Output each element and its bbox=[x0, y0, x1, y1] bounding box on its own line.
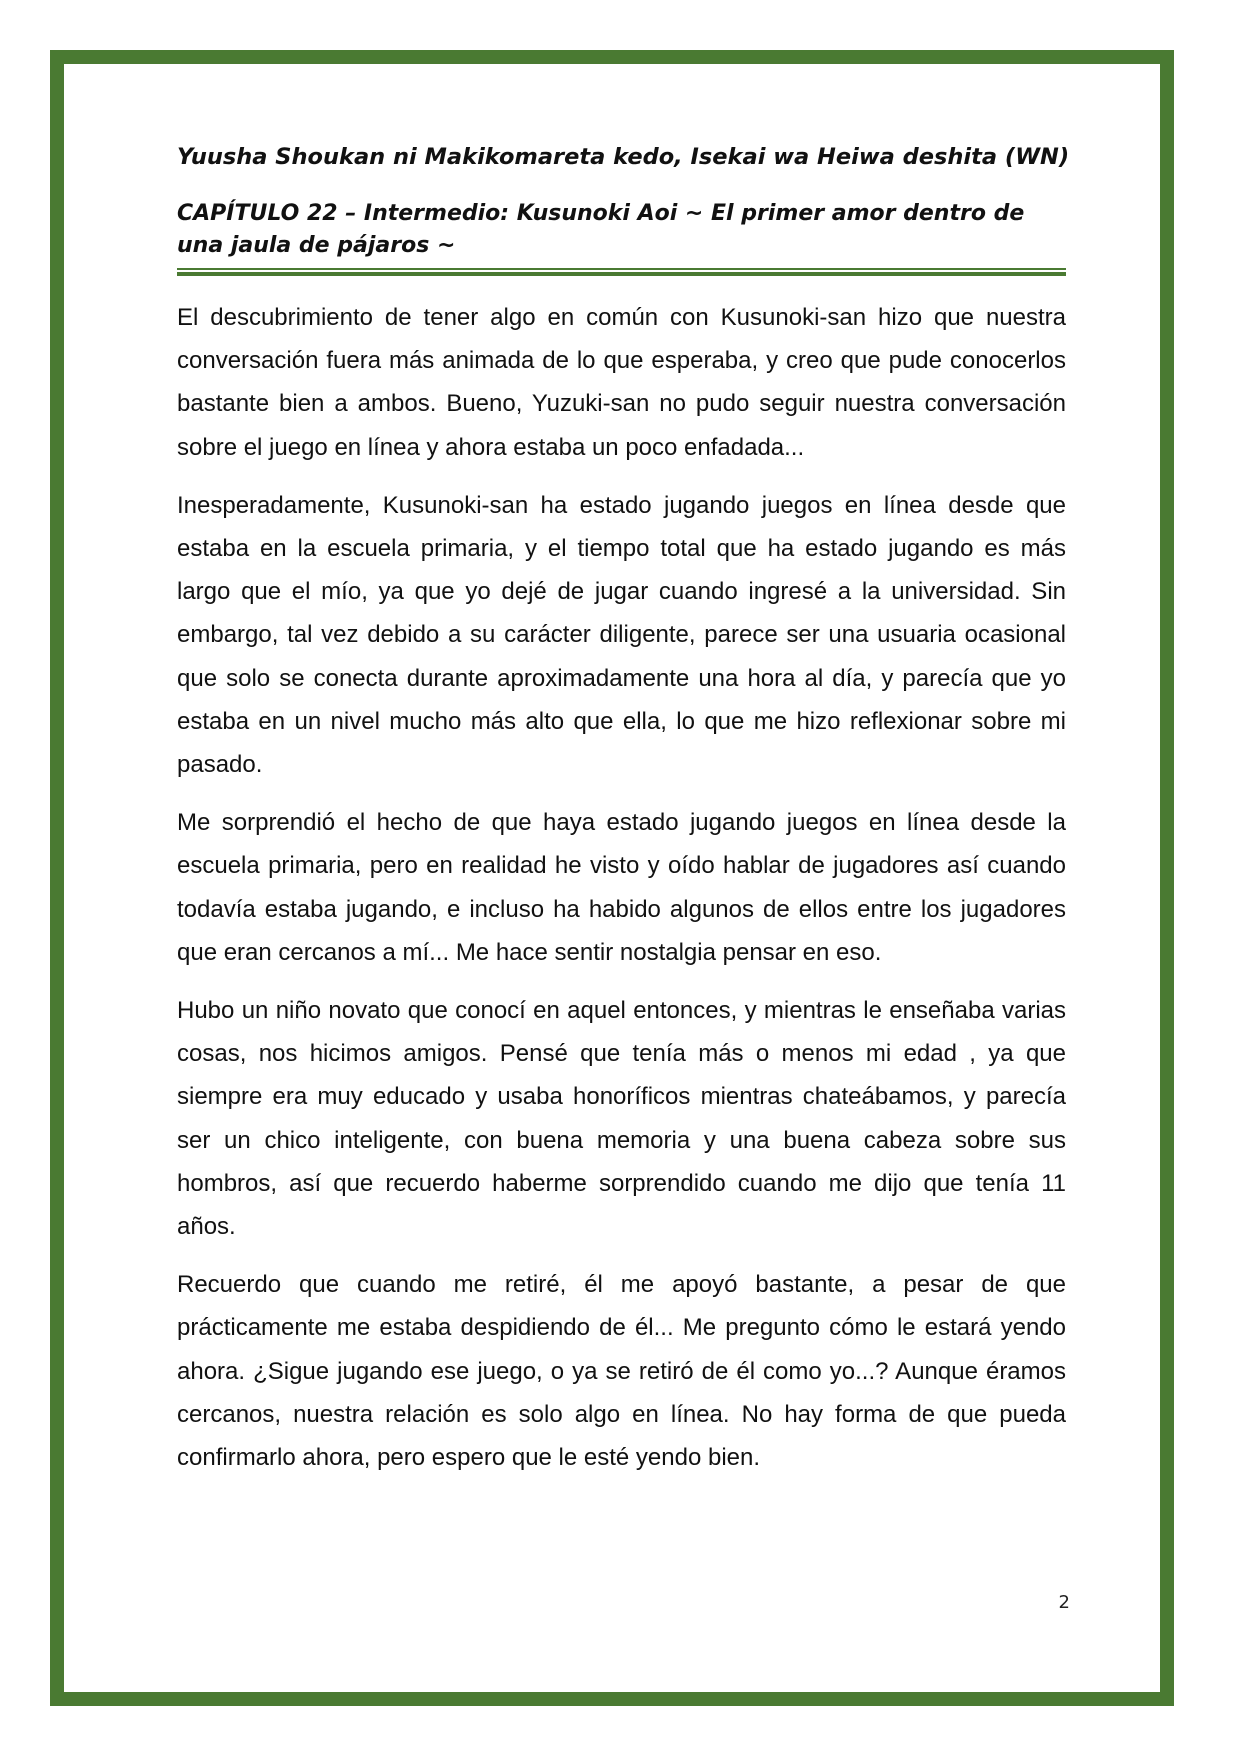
paragraph: Inesperadamente, Kusunoki-san ha estado jugando juegos en línea desde que estaba en la escuela primaria, y el tiempo total que ha estado jugando es más largo que el mío, ya que yo dejé de jugar cuando ingresé a la universidad. Sin embargo, tal vez debido a su carácter diligente, parece ser una usuaria ocasional que solo se conecta durante aproximadamente una hora al día, y parecía que yo estaba en un nivel mucho más alto que ella, lo que me hizo reflexionar sobre mi pasado. bbox=[177, 491, 1066, 779]
page-number: 2 bbox=[1058, 1592, 1070, 1613]
body-text bbox=[177, 296, 1066, 1479]
paragraph: El descubrimiento de tener algo en común con Kusunoki-san hizo que nuestra conversación fuera más animada de lo que esperaba, y creo que pude conocerlos bastante bien a ambos. Bueno, Yuzuki-san no pudo seguir nuestra conversación sobre el juego en línea y ahora estaba un poco enfadada... bbox=[177, 304, 1066, 461]
title-divider-thin bbox=[177, 268, 1066, 270]
series-title: Yuusha Shoukan ni Makikomareta kedo, Isekai wa Heiwa deshita (WN) bbox=[177, 144, 1070, 170]
paragraph: Recuerdo que cuando me retiré, él me apoyó bastante, a pesar de que prácticamente me estaba despidiendo de él... Me pregunto cómo le estará yendo ahora. ¿Sigue jugando ese juego, o ya se retiró de él como yo...? Aunque éramos cercanos, nuestra relación es solo algo en línea. No hay forma de que pueda confirmarlo ahora, pero espero que le esté yendo bien. bbox=[177, 1271, 1066, 1472]
title-divider bbox=[177, 268, 1066, 276]
chapter-title: CAPÍTULO 22 – Intermedio: Kusunoki Aoi ~ El primer amor dentro de una jaula de pájaros ~ bbox=[177, 201, 1025, 258]
page-content bbox=[177, 140, 1070, 1494]
paragraph: Me sorprendió el hecho de que haya estado jugando juegos en línea desde la escuela primaria, pero en realidad he visto y oído hablar de jugadores así cuando todavía estaba jugando, e incluso ha habido algunos de ellos entre los jugadores que eran cercanos a mí... Me hace sentir nostalgia pensar en eso. bbox=[177, 809, 1066, 966]
title-divider-thick bbox=[177, 272, 1066, 276]
paragraph: Hubo un niño novato que conocí en aquel entonces, y mientras le enseñaba varias cosas, nos hicimos amigos. Pensé que tenía más o menos mi edad , ya que siempre era muy educado y usaba honoríficos mientras chateábamos, y parecía ser un chico inteligente, con buena memoria y una buena cabeza sobre sus hombros, así que recuerdo haberme sorprendido cuando me dijo que tenía 11 años. bbox=[177, 997, 1066, 1241]
